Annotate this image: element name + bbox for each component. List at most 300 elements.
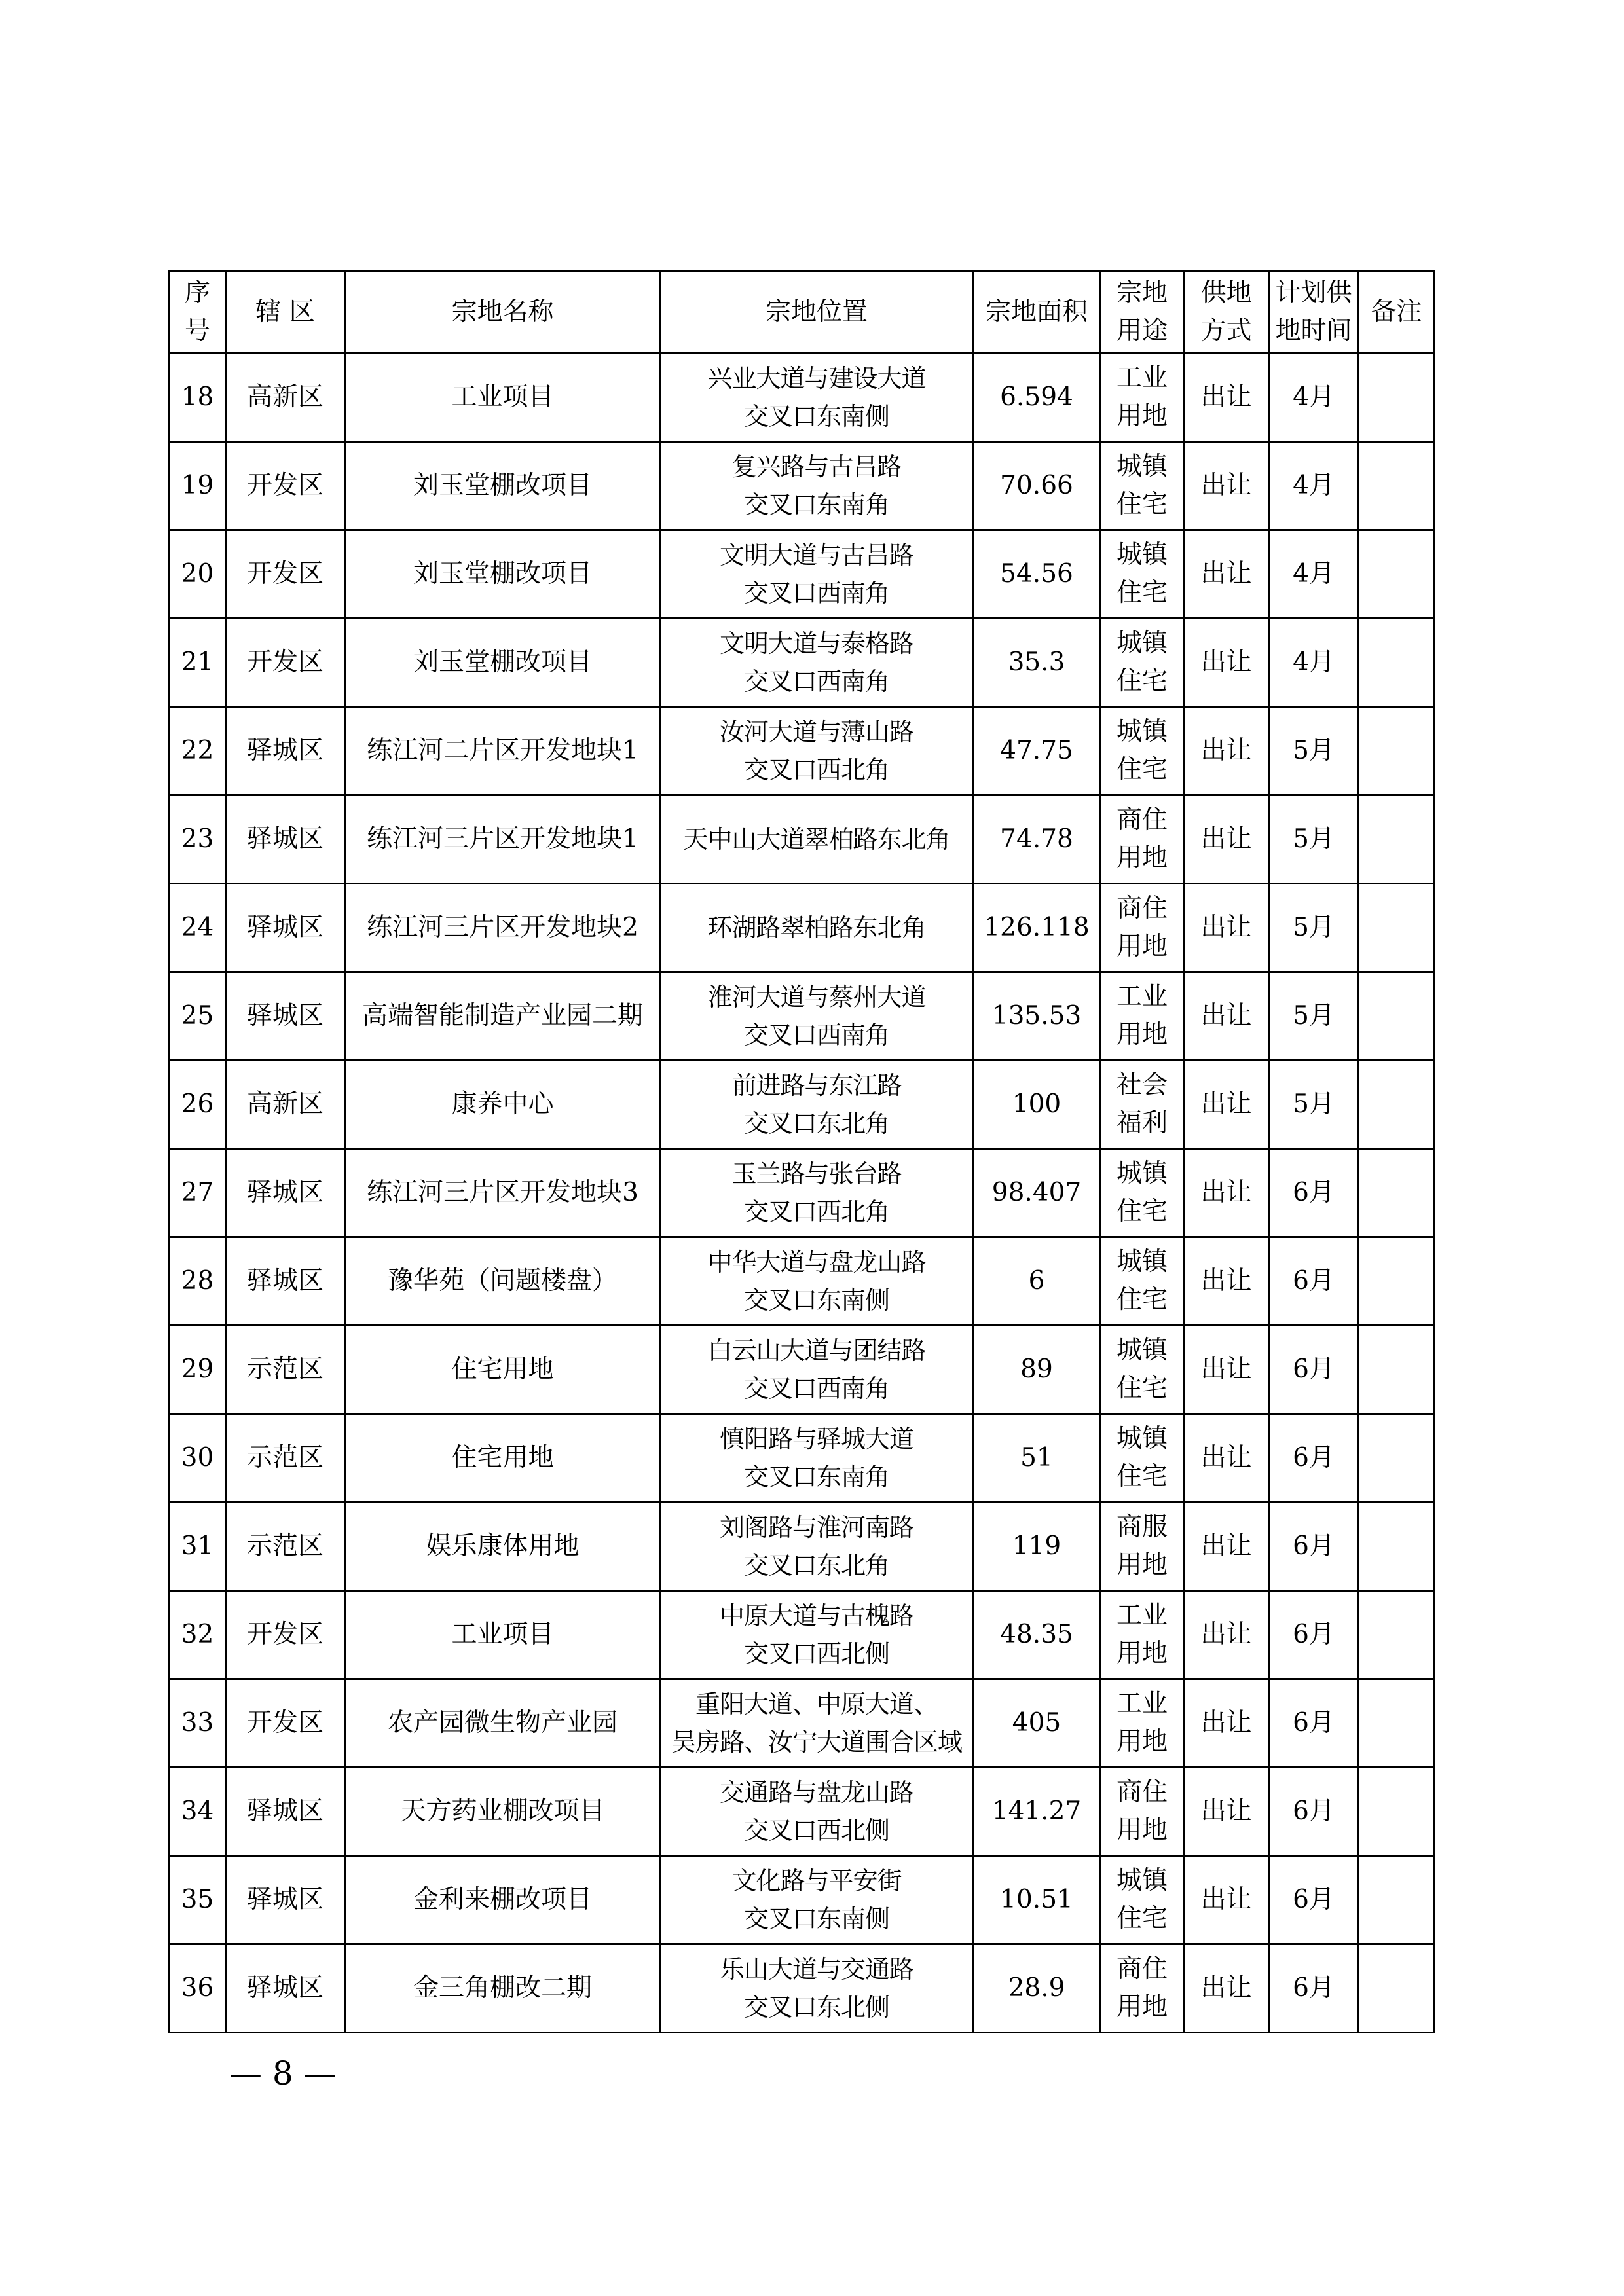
cell-parcel-area xyxy=(973,1503,1101,1591)
cell-serial-text: 27 xyxy=(181,1178,214,1207)
cell-planned-time xyxy=(1269,884,1359,972)
cell-parcel-area xyxy=(973,1944,1101,2033)
cell-planned-time xyxy=(1269,1856,1359,1944)
cell-parcel-use xyxy=(1101,619,1184,707)
cell-serial xyxy=(170,530,226,619)
table-row xyxy=(170,1679,1435,1768)
cell-parcel-use xyxy=(1101,1326,1184,1414)
cell-parcel-use-text: 工业 用地 xyxy=(1116,1689,1168,1757)
cell-district xyxy=(226,1679,345,1768)
cell-serial-text: 23 xyxy=(181,824,214,854)
cell-serial xyxy=(170,1503,226,1591)
cell-district xyxy=(226,1061,345,1149)
cell-serial-text: 26 xyxy=(181,1089,214,1119)
cell-parcel-use-text: 城镇 住宅 xyxy=(1116,629,1168,696)
cell-parcel-name-text: 高端智能制造产业园二期 xyxy=(361,1001,643,1030)
cell-supply-method-text: 出让 xyxy=(1200,1178,1252,1207)
cell-parcel-name-text: 练江河三片区开发地块3 xyxy=(367,1178,638,1207)
cell-district xyxy=(226,707,345,795)
cell-planned-time xyxy=(1269,1679,1359,1768)
cell-parcel-name-text: 豫华苑（问题楼盘） xyxy=(387,1266,618,1296)
cell-serial xyxy=(170,619,226,707)
cell-supply-method-text: 出让 xyxy=(1200,1531,1252,1561)
cell-planned-time-text: 6月 xyxy=(1293,1178,1335,1207)
cell-serial xyxy=(170,354,226,442)
cell-parcel-use xyxy=(1101,1856,1184,1944)
cell-parcel-area xyxy=(973,1679,1101,1768)
table-row xyxy=(170,442,1435,530)
cell-parcel-location xyxy=(661,884,973,972)
cell-parcel-area-text: 141.27 xyxy=(991,1796,1082,1826)
cell-supply-method-text: 出让 xyxy=(1200,824,1252,854)
cell-parcel-name xyxy=(345,1944,661,2033)
cell-supply-method-text: 出让 xyxy=(1200,1001,1252,1030)
cell-district-text: 开发区 xyxy=(246,647,323,677)
cell-parcel-area-text: 28.9 xyxy=(1008,1973,1065,2003)
header-note: 备注 xyxy=(1359,271,1435,354)
cell-parcel-location-text: 复兴路与古吕路 交叉口东南角 xyxy=(731,452,902,519)
cell-parcel-use-text: 工业 用地 xyxy=(1116,363,1168,431)
cell-planned-time-text: 4月 xyxy=(1293,382,1335,412)
cell-parcel-name-text: 住宅用地 xyxy=(451,1355,554,1384)
cell-parcel-name xyxy=(345,530,661,619)
cell-parcel-use xyxy=(1101,1149,1184,1237)
header-parcel-name: 宗地名称 xyxy=(345,271,661,354)
cell-district-text: 驿城区 xyxy=(246,913,323,942)
cell-parcel-location xyxy=(661,442,973,530)
cell-parcel-name-text: 工业项目 xyxy=(451,1620,554,1649)
cell-parcel-area-text: 100 xyxy=(1012,1089,1061,1119)
cell-planned-time-text: 6月 xyxy=(1293,1266,1335,1296)
cell-supply-method xyxy=(1184,1503,1269,1591)
cell-parcel-location-text: 环湖路翠柏路东北角 xyxy=(707,913,926,942)
cell-planned-time-text: 6月 xyxy=(1293,1531,1335,1561)
cell-supply-method xyxy=(1184,1591,1269,1679)
table-row xyxy=(170,1591,1435,1679)
cell-parcel-use xyxy=(1101,1679,1184,1768)
cell-parcel-area xyxy=(973,1591,1101,1679)
cell-parcel-name xyxy=(345,619,661,707)
cell-serial-text: 21 xyxy=(181,647,214,677)
cell-serial xyxy=(170,1237,226,1326)
cell-parcel-name-text: 刘玉堂棚改项目 xyxy=(413,647,592,677)
cell-district xyxy=(226,442,345,530)
cell-parcel-name xyxy=(345,1679,661,1768)
cell-parcel-location xyxy=(661,1503,973,1591)
cell-parcel-name xyxy=(345,884,661,972)
cell-parcel-area-text: 6 xyxy=(1028,1266,1045,1296)
cell-parcel-area xyxy=(973,530,1101,619)
cell-serial-text: 19 xyxy=(181,471,214,500)
cell-planned-time xyxy=(1269,795,1359,884)
cell-planned-time-text: 5月 xyxy=(1293,1089,1335,1119)
cell-parcel-use-text: 工业 用地 xyxy=(1116,982,1168,1049)
cell-district-text: 示范区 xyxy=(246,1443,323,1472)
cell-district xyxy=(226,1414,345,1503)
cell-parcel-use-text: 城镇 住宅 xyxy=(1116,540,1168,608)
cell-parcel-name-text: 刘玉堂棚改项目 xyxy=(413,471,592,500)
cell-parcel-area-text: 6.594 xyxy=(1000,382,1073,412)
cell-supply-method xyxy=(1184,884,1269,972)
cell-parcel-area xyxy=(973,442,1101,530)
cell-serial-text: 33 xyxy=(181,1708,214,1738)
cell-district xyxy=(226,1768,345,1856)
cell-supply-method xyxy=(1184,619,1269,707)
cell-serial xyxy=(170,1856,226,1944)
cell-parcel-area-text: 135.53 xyxy=(991,1001,1082,1030)
cell-supply-method-text: 出让 xyxy=(1200,1355,1252,1384)
cell-district-text: 高新区 xyxy=(246,382,323,412)
cell-parcel-name xyxy=(345,442,661,530)
cell-parcel-area-text: 35.3 xyxy=(1008,647,1065,677)
cell-supply-method-text: 出让 xyxy=(1200,1620,1252,1649)
cell-planned-time-text: 6月 xyxy=(1293,1796,1335,1826)
cell-supply-method-text: 出让 xyxy=(1200,1973,1252,2003)
cell-planned-time-text: 5月 xyxy=(1293,824,1335,854)
cell-note xyxy=(1359,1591,1435,1679)
header-planned-time: 计划供 地时间 xyxy=(1269,271,1359,354)
cell-note xyxy=(1359,1768,1435,1856)
table-row xyxy=(170,884,1435,972)
cell-district xyxy=(226,619,345,707)
cell-parcel-location xyxy=(661,1768,973,1856)
cell-parcel-location xyxy=(661,1679,973,1768)
cell-parcel-area xyxy=(973,1149,1101,1237)
cell-parcel-location xyxy=(661,530,973,619)
cell-supply-method-text: 出让 xyxy=(1200,559,1252,589)
cell-parcel-area-text: 70.66 xyxy=(1000,471,1073,500)
cell-note xyxy=(1359,1237,1435,1326)
cell-note xyxy=(1359,1061,1435,1149)
cell-parcel-location xyxy=(661,1149,973,1237)
cell-district xyxy=(226,1856,345,1944)
cell-planned-time xyxy=(1269,972,1359,1061)
cell-parcel-location xyxy=(661,1856,973,1944)
table-row xyxy=(170,354,1435,442)
cell-supply-method-text: 出让 xyxy=(1200,382,1252,412)
cell-serial xyxy=(170,884,226,972)
cell-parcel-area xyxy=(973,884,1101,972)
cell-parcel-use-text: 商住 用地 xyxy=(1116,894,1168,961)
cell-planned-time xyxy=(1269,530,1359,619)
cell-parcel-location xyxy=(661,1237,973,1326)
table-row xyxy=(170,707,1435,795)
cell-parcel-location-text: 中原大道与古槐路 交叉口西北侧 xyxy=(719,1601,913,1668)
cell-serial xyxy=(170,1679,226,1768)
cell-parcel-use xyxy=(1101,884,1184,972)
cell-note xyxy=(1359,884,1435,972)
cell-planned-time xyxy=(1269,1237,1359,1326)
land-supply-table xyxy=(168,270,1435,2033)
cell-supply-method xyxy=(1184,795,1269,884)
cell-district-text: 示范区 xyxy=(246,1531,323,1561)
cell-parcel-name xyxy=(345,1768,661,1856)
cell-planned-time xyxy=(1269,1414,1359,1503)
cell-parcel-area xyxy=(973,619,1101,707)
cell-supply-method xyxy=(1184,1679,1269,1768)
cell-parcel-area xyxy=(973,1061,1101,1149)
cell-planned-time-text: 6月 xyxy=(1293,1708,1335,1738)
cell-parcel-name-text: 练江河二片区开发地块1 xyxy=(367,736,638,765)
cell-parcel-location-text: 前进路与东江路 交叉口东北角 xyxy=(731,1071,902,1138)
cell-district-text: 开发区 xyxy=(246,559,323,589)
cell-district-text: 驿城区 xyxy=(246,1178,323,1207)
cell-parcel-name-text: 金三角棚改二期 xyxy=(413,1973,592,2003)
cell-district xyxy=(226,1591,345,1679)
cell-parcel-location-text: 重阳大道、中原大道、 吴房路、汝宁大道围合区域 xyxy=(671,1690,962,1757)
cell-planned-time-text: 6月 xyxy=(1293,1885,1335,1914)
cell-district xyxy=(226,1237,345,1326)
cell-parcel-area-text: 126.118 xyxy=(984,913,1090,942)
header-parcel-use: 宗地 用途 xyxy=(1101,271,1184,354)
cell-parcel-name xyxy=(345,1591,661,1679)
cell-serial xyxy=(170,1326,226,1414)
cell-parcel-area xyxy=(973,1326,1101,1414)
cell-supply-method xyxy=(1184,442,1269,530)
cell-supply-method xyxy=(1184,1414,1269,1503)
cell-planned-time xyxy=(1269,1944,1359,2033)
cell-serial-text: 22 xyxy=(181,736,214,765)
cell-parcel-area-text: 74.78 xyxy=(1000,824,1073,854)
cell-parcel-use xyxy=(1101,1503,1184,1591)
cell-supply-method-text: 出让 xyxy=(1200,471,1252,500)
cell-planned-time-text: 6月 xyxy=(1293,1973,1335,2003)
cell-supply-method-text: 出让 xyxy=(1200,1443,1252,1472)
cell-supply-method-text: 出让 xyxy=(1200,1796,1252,1826)
cell-parcel-name-text: 练江河三片区开发地块2 xyxy=(367,913,638,942)
cell-parcel-area xyxy=(973,1856,1101,1944)
cell-note xyxy=(1359,1944,1435,2033)
cell-note xyxy=(1359,1414,1435,1503)
page-number: — 8 — xyxy=(229,2054,337,2092)
cell-district xyxy=(226,530,345,619)
cell-serial-text: 24 xyxy=(181,913,214,942)
cell-planned-time xyxy=(1269,1326,1359,1414)
cell-parcel-area-text: 98.407 xyxy=(991,1178,1082,1207)
cell-supply-method-text: 出让 xyxy=(1200,1708,1252,1738)
table-row xyxy=(170,1414,1435,1503)
cell-parcel-location xyxy=(661,795,973,884)
cell-parcel-name xyxy=(345,1061,661,1149)
cell-serial-text: 25 xyxy=(181,1001,214,1030)
cell-district xyxy=(226,354,345,442)
cell-note xyxy=(1359,1149,1435,1237)
cell-district xyxy=(226,1326,345,1414)
cell-serial-text: 32 xyxy=(181,1620,214,1649)
cell-note xyxy=(1359,707,1435,795)
cell-parcel-name-text: 练江河三片区开发地块1 xyxy=(367,824,638,854)
cell-supply-method xyxy=(1184,1856,1269,1944)
header-district: 辖 区 xyxy=(226,271,345,354)
cell-serial xyxy=(170,1944,226,2033)
cell-parcel-location-text: 文明大道与古吕路 交叉口西南角 xyxy=(719,541,913,608)
table-row xyxy=(170,530,1435,619)
cell-note xyxy=(1359,1503,1435,1591)
table-row xyxy=(170,1944,1435,2033)
cell-parcel-area xyxy=(973,795,1101,884)
cell-planned-time xyxy=(1269,707,1359,795)
cell-parcel-location xyxy=(661,1944,973,2033)
cell-parcel-use-text: 城镇 住宅 xyxy=(1116,1247,1168,1315)
cell-serial xyxy=(170,1591,226,1679)
cell-note xyxy=(1359,1679,1435,1768)
cell-planned-time-text: 6月 xyxy=(1293,1355,1335,1384)
table-row xyxy=(170,1326,1435,1414)
cell-parcel-name xyxy=(345,1503,661,1591)
cell-serial xyxy=(170,707,226,795)
cell-parcel-location-text: 玉兰路与张台路 交叉口西北角 xyxy=(731,1159,902,1226)
cell-district-text: 开发区 xyxy=(246,1708,323,1738)
cell-parcel-area-text: 119 xyxy=(1012,1531,1061,1561)
cell-parcel-use xyxy=(1101,442,1184,530)
cell-district-text: 示范区 xyxy=(246,1355,323,1384)
cell-parcel-name-text: 金利来棚改项目 xyxy=(413,1885,592,1914)
cell-district-text: 驿城区 xyxy=(246,1885,323,1914)
cell-parcel-name xyxy=(345,972,661,1061)
cell-parcel-area-text: 51 xyxy=(1020,1443,1053,1472)
cell-serial xyxy=(170,1414,226,1503)
cell-district-text: 驿城区 xyxy=(246,1266,323,1296)
table-header-row xyxy=(170,271,1435,354)
cell-district xyxy=(226,1149,345,1237)
cell-parcel-name xyxy=(345,1326,661,1414)
cell-district-text: 驿城区 xyxy=(246,824,323,854)
table-row xyxy=(170,1768,1435,1856)
table-row xyxy=(170,1237,1435,1326)
cell-supply-method xyxy=(1184,354,1269,442)
cell-parcel-location-text: 兴业大道与建设大道 交叉口东南侧 xyxy=(707,364,926,431)
cell-supply-method xyxy=(1184,1061,1269,1149)
cell-parcel-name-text: 康养中心 xyxy=(451,1089,554,1119)
cell-parcel-use-text: 商住 用地 xyxy=(1116,805,1168,873)
cell-planned-time xyxy=(1269,1503,1359,1591)
cell-parcel-use-text: 工业 用地 xyxy=(1116,1601,1168,1668)
cell-parcel-location-text: 淮河大道与蔡州大道 交叉口西南角 xyxy=(707,983,926,1049)
cell-note xyxy=(1359,354,1435,442)
header-parcel-area: 宗地面积 xyxy=(973,271,1101,354)
cell-serial-text: 34 xyxy=(181,1796,214,1826)
cell-supply-method xyxy=(1184,1944,1269,2033)
cell-planned-time-text: 5月 xyxy=(1293,913,1335,942)
cell-note xyxy=(1359,1326,1435,1414)
cell-note xyxy=(1359,530,1435,619)
cell-parcel-area-text: 89 xyxy=(1020,1355,1053,1384)
cell-district xyxy=(226,1944,345,2033)
cell-note xyxy=(1359,619,1435,707)
cell-parcel-name xyxy=(345,354,661,442)
cell-district-text: 高新区 xyxy=(246,1089,323,1119)
cell-parcel-use-text: 城镇 住宅 xyxy=(1116,1866,1168,1933)
cell-district-text: 驿城区 xyxy=(246,1001,323,1030)
cell-parcel-location-text: 乐山大道与交通路 交叉口东北侧 xyxy=(719,1955,913,2022)
cell-parcel-area xyxy=(973,1414,1101,1503)
cell-planned-time-text: 6月 xyxy=(1293,1620,1335,1649)
cell-parcel-location-text: 文化路与平安街 交叉口东南侧 xyxy=(731,1867,902,1933)
cell-parcel-use-text: 城镇 住宅 xyxy=(1116,452,1168,519)
cell-parcel-area-text: 47.75 xyxy=(1000,736,1073,765)
cell-parcel-use xyxy=(1101,530,1184,619)
cell-supply-method xyxy=(1184,707,1269,795)
cell-parcel-use xyxy=(1101,795,1184,884)
cell-district-text: 驿城区 xyxy=(246,736,323,765)
cell-parcel-use xyxy=(1101,1061,1184,1149)
cell-district-text: 驿城区 xyxy=(246,1973,323,2003)
cell-parcel-location-text: 刘阁路与淮河南路 交叉口东北角 xyxy=(719,1513,913,1580)
cell-parcel-name xyxy=(345,1414,661,1503)
cell-parcel-area-text: 10.51 xyxy=(1000,1885,1073,1914)
cell-parcel-name xyxy=(345,1237,661,1326)
cell-parcel-use xyxy=(1101,972,1184,1061)
cell-parcel-location-text: 慎阳路与驿城大道 交叉口东南角 xyxy=(719,1425,913,1491)
cell-supply-method xyxy=(1184,1149,1269,1237)
cell-note xyxy=(1359,972,1435,1061)
cell-parcel-use-text: 社会 福利 xyxy=(1116,1070,1168,1138)
cell-planned-time xyxy=(1269,442,1359,530)
cell-note xyxy=(1359,442,1435,530)
cell-planned-time xyxy=(1269,1591,1359,1679)
cell-serial-text: 29 xyxy=(181,1355,214,1384)
cell-district-text: 开发区 xyxy=(246,1620,323,1649)
cell-parcel-name xyxy=(345,1149,661,1237)
cell-parcel-area xyxy=(973,1768,1101,1856)
cell-parcel-location xyxy=(661,619,973,707)
cell-parcel-location-text: 中华大道与盘龙山路 交叉口东南侧 xyxy=(707,1248,926,1315)
cell-parcel-use xyxy=(1101,1414,1184,1503)
cell-supply-method-text: 出让 xyxy=(1200,1266,1252,1296)
cell-parcel-location xyxy=(661,1326,973,1414)
cell-district-text: 驿城区 xyxy=(246,1796,323,1826)
cell-parcel-location xyxy=(661,1591,973,1679)
cell-planned-time xyxy=(1269,1768,1359,1856)
cell-supply-method xyxy=(1184,972,1269,1061)
cell-supply-method xyxy=(1184,1326,1269,1414)
cell-planned-time xyxy=(1269,619,1359,707)
cell-serial xyxy=(170,442,226,530)
cell-serial xyxy=(170,1149,226,1237)
cell-parcel-use-text: 城镇 住宅 xyxy=(1116,1159,1168,1226)
cell-planned-time xyxy=(1269,354,1359,442)
table-row xyxy=(170,1503,1435,1591)
cell-parcel-location-text: 天中山大道翠柏路东北角 xyxy=(683,825,950,854)
cell-parcel-location-text: 汝河大道与薄山路 交叉口西北角 xyxy=(719,718,913,784)
cell-parcel-use xyxy=(1101,354,1184,442)
cell-note xyxy=(1359,1856,1435,1944)
cell-parcel-use xyxy=(1101,1237,1184,1326)
cell-planned-time-text: 5月 xyxy=(1293,1001,1335,1030)
table-row xyxy=(170,619,1435,707)
table-row xyxy=(170,1149,1435,1237)
cell-planned-time-text: 5月 xyxy=(1293,736,1335,765)
cell-planned-time xyxy=(1269,1149,1359,1237)
table-row xyxy=(170,1856,1435,1944)
cell-parcel-name xyxy=(345,795,661,884)
cell-parcel-name-text: 天方药业棚改项目 xyxy=(400,1796,605,1826)
cell-parcel-use-text: 商住 用地 xyxy=(1116,1777,1168,1845)
cell-parcel-use xyxy=(1101,1768,1184,1856)
cell-serial-text: 31 xyxy=(181,1531,214,1561)
cell-parcel-name-text: 住宅用地 xyxy=(451,1443,554,1472)
cell-supply-method-text: 出让 xyxy=(1200,913,1252,942)
cell-supply-method-text: 出让 xyxy=(1200,1089,1252,1119)
cell-parcel-use-text: 商服 用地 xyxy=(1116,1512,1168,1580)
cell-supply-method-text: 出让 xyxy=(1200,647,1252,677)
cell-parcel-location xyxy=(661,972,973,1061)
cell-parcel-area-text: 54.56 xyxy=(1000,559,1073,589)
cell-parcel-name-text: 刘玉堂棚改项目 xyxy=(413,559,592,589)
cell-district xyxy=(226,972,345,1061)
cell-parcel-location xyxy=(661,1061,973,1149)
cell-supply-method xyxy=(1184,530,1269,619)
